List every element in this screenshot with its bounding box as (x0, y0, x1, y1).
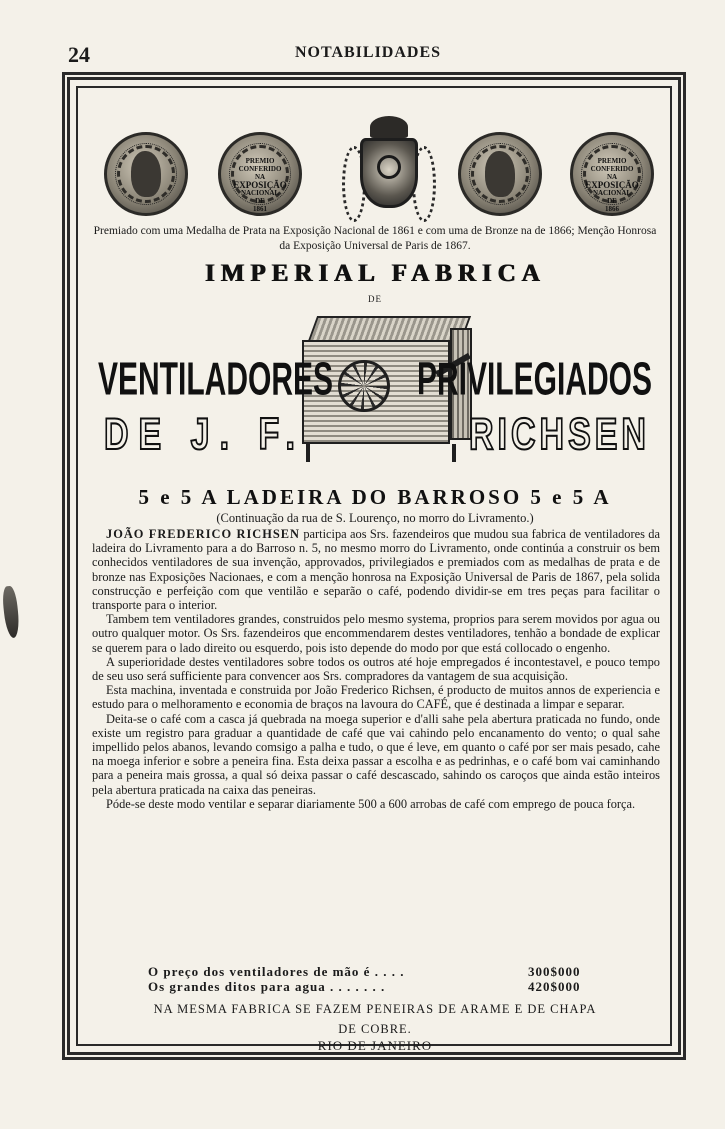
crown-icon (370, 116, 408, 138)
proprietor-name: JOÃO FREDERICO RICHSEN (106, 527, 300, 541)
headline-privilegiados: PRIVILEGIADOS (416, 354, 652, 406)
medal-prize-1861 (218, 132, 302, 216)
ad-title-connector: DE (368, 294, 382, 304)
advertisement-text (92, 527, 660, 811)
page-header (68, 40, 668, 66)
emperor-portrait-icon (485, 151, 515, 197)
footer-notice: NA MESMA FABRICA SE FAZEM PENEIRAS DE ARAME E DE CHAPA (153, 1002, 597, 1016)
running-title: NOTABILIDADES (294, 44, 442, 61)
price-label: Os grandes ditos para agua . . . . . . . (148, 979, 386, 994)
paragraph: Esta machina, inventada e construida por João Frederico Richsen, é producto de muitos annos de experiencia e estudo para o melhoramento e economia de braços na lavoura do CAFÉ, que é destinada a limpar e separar. (92, 683, 660, 712)
headline-richsen: RICHSEN (468, 410, 650, 460)
price-value: 300$000 (528, 964, 581, 979)
price-label: O preço dos ventiladores de mão é . . . . (148, 964, 405, 979)
medal-prize-1866 (570, 132, 654, 216)
binding-mark (1, 585, 20, 638)
address-note: (Continuação da rua de S. Lourenço, no morro do Livramento.) (216, 511, 534, 525)
shield-icon (360, 138, 418, 208)
laurel-icon (583, 145, 641, 203)
headline-de-jf: DE J. F. (104, 410, 305, 460)
ad-title: IMPERIAL FABRICA (204, 260, 546, 287)
emperor-portrait-icon (131, 151, 161, 197)
headline-ventiladores: VENTILADORES (98, 354, 334, 406)
price-row (86, 964, 664, 979)
advertisement-frame (62, 72, 686, 1060)
price-row (86, 979, 664, 994)
price-value: 420$000 (528, 979, 581, 994)
medal-inscription: PREMIO CONFERIDO NA EXPOSIÇÃO NACIONAL DE 1861 (233, 157, 287, 213)
factory-address: 5 e 5 A LADEIRA DO BARROSO 5 e 5 A (138, 485, 612, 509)
medal-emperor-portrait-left (104, 132, 188, 216)
paragraph: Póde-se deste modo ventilar e separar diariamente 500 a 600 arrobas de café com emprego de pouca força. (106, 796, 636, 811)
medal-inscription: PREMIO CONFERIDO NA EXPOSIÇÃO NACIONAL DE 1866 (585, 157, 639, 213)
medal-emperor-portrait-right (458, 132, 542, 216)
medal-row (86, 116, 664, 224)
armillary-sphere-icon (377, 155, 401, 179)
fan-wheel-icon (338, 360, 390, 412)
price-list (86, 964, 664, 994)
paragraph: A superioridade destes ventiladores sobre todos os outros até hoje empregados é incontestavel, e pouco tempo de seu uso será sufficiente para convencer aos Srs. compradores da vantagem de sua acquisição. (92, 654, 660, 684)
advertisement-body (86, 100, 664, 1053)
footer-city: RIO DE JANEIRO (317, 1038, 433, 1053)
paragraph: JOÃO FREDERICO RICHSEN participa aos Srs. fazendeiros que mudou sua fabrica de ventiladores da ladeira do Livramento para a do Barroso n. 5, no mesmo morro do Livramento, onde continúa a construir os bem conhecidos ventiladores de sua invenção, approvados, privilegiados e premiados com as medalhas de prata e de bronze nas Exposições Nacionaes, e com a menção honrosa na Exposição Universal de Paris de 1867, pela solida construcção e perfeição com que ventilão e separão o café, podendo dividir-se em tres peças para facilitar o transporte para o interior. (92, 527, 660, 613)
paragraph: Tambem tem ventiladores grandes, construidos pelo mesmo systema, proprios para serem movidos por agua ou outro qualquer motor. Os Srs. fazendeiros que encommendarem destes ventiladores, tenhão a bondade de explicar se querem para o lado direito ou esquerdo, pois isto depende do modo por que está collocado o engenho. (92, 612, 660, 655)
laurel-icon (231, 145, 289, 203)
machine-legs (306, 444, 456, 462)
laurel-icon (117, 145, 175, 203)
imperial-coat-of-arms-icon (342, 116, 436, 226)
page-number: 24 (68, 42, 90, 67)
prize-statement: Premiado com uma Medalha de Prata na Exposição Nacional de 1861 e com uma de Bronze na de 1866; Menção Honrosa da Exposição Universal de Paris de 1867. (93, 225, 657, 252)
paragraph: Deita-se o café com a casca já quebrada na moega superior e d'alli sahe pela abertura praticada no fundo, onde existe um registro para graduar a quantidade de café que vai cahindo pelo encanamento do vento; o qual sahe impellido pelos abanos, levando comsigo a palha e tudo, o que é leve, em quanto o café por ser mais pesado, cahe na moega inferior e sobre a peneira fina. Esta deixa passar a escolha e as pedrinhas, e o café bom vai caminhando para a peneira mais grossa, a qual só deixa passar o café descascado, sahindo os caroços que ainda estão inteiros pela abertura praticada na caixa das peneiras. (92, 711, 660, 797)
laurel-icon (471, 145, 529, 203)
footer-notice-continued: DE COBRE. (338, 1022, 412, 1036)
